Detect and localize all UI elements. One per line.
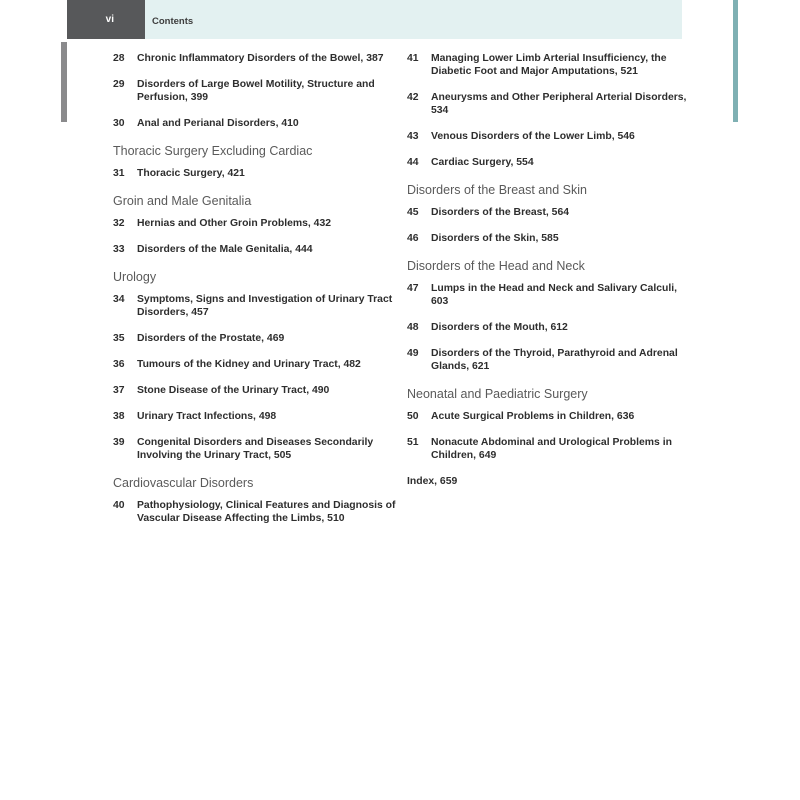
section-heading: Disorders of the Breast and Skin xyxy=(407,183,587,197)
toc-entry[interactable] xyxy=(407,130,692,143)
toc-entry[interactable] xyxy=(113,384,398,397)
toc-entry[interactable] xyxy=(113,332,398,345)
chapter-title: Acute Surgical Problems in Children, 636 xyxy=(431,411,635,422)
toc-entry[interactable] xyxy=(407,436,692,462)
toc-entry[interactable] xyxy=(113,243,398,256)
chapter-title: Disorders of Large Bowel Motility, Structure and Perfusion, 399 xyxy=(137,79,375,103)
chapter-number: 39 xyxy=(113,437,125,448)
chapter-number: 33 xyxy=(113,244,125,255)
chapter-title: Thoracic Surgery, 421 xyxy=(137,168,245,179)
chapter-title: Pathophysiology, Clinical Features and Diagnosis of Vascular Disease Affecting the Limbs, 510 xyxy=(137,500,396,524)
chapter-number: 34 xyxy=(113,294,125,305)
section-heading: Neonatal and Paediatric Surgery xyxy=(407,387,588,401)
chapter-number: 30 xyxy=(113,118,125,129)
chapter-title: Stone Disease of the Urinary Tract, 490 xyxy=(137,385,330,396)
toc-entry[interactable] xyxy=(113,217,398,230)
chapter-title: Disorders of the Breast, 564 xyxy=(431,207,570,218)
chapter-number: 50 xyxy=(407,411,419,422)
chapter-title: Managing Lower Limb Arterial Insufficiency, the Diabetic Foot and Major Amputations, 521 xyxy=(431,53,667,77)
section-heading: Groin and Male Genitalia xyxy=(113,194,252,208)
chapter-title: Venous Disorders of the Lower Limb, 546 xyxy=(431,131,635,142)
chapter-number: 51 xyxy=(407,437,419,448)
chapter-number: 42 xyxy=(407,92,419,103)
section-heading: Disorders of the Head and Neck xyxy=(407,259,585,273)
toc-entry[interactable] xyxy=(407,156,692,169)
chapter-title: Symptoms, Signs and Investigation of Urinary Tract Disorders, 457 xyxy=(137,294,393,318)
contents-left-column xyxy=(113,52,398,538)
chapter-number: 35 xyxy=(113,333,125,344)
toc-entry[interactable] xyxy=(113,78,398,104)
toc-entry[interactable] xyxy=(407,282,692,308)
chapter-title: Disorders of the Male Genitalia, 444 xyxy=(137,244,313,255)
chapter-number: 46 xyxy=(407,233,419,244)
chapter-number: 29 xyxy=(113,79,125,90)
chapter-number: 32 xyxy=(113,218,125,229)
chapter-number: 48 xyxy=(407,322,419,333)
chapter-title: Cardiac Surgery, 554 xyxy=(431,157,534,168)
index-entry[interactable]: Index, 659 xyxy=(407,476,458,487)
toc-entry[interactable] xyxy=(113,52,398,65)
toc-entry[interactable] xyxy=(113,117,398,130)
toc-entry[interactable] xyxy=(407,347,692,373)
toc-entry[interactable] xyxy=(113,293,398,319)
toc-entry[interactable] xyxy=(113,410,398,423)
chapter-number: 37 xyxy=(113,385,125,396)
toc-entry[interactable] xyxy=(407,91,692,117)
left-margin-rule xyxy=(61,42,67,122)
section-heading: Urology xyxy=(113,270,157,284)
chapter-title: Nonacute Abdominal and Urological Problems in Children, 649 xyxy=(431,437,672,461)
section-heading: Cardiovascular Disorders xyxy=(113,476,254,490)
chapter-number: 28 xyxy=(113,53,125,64)
chapter-number: 44 xyxy=(407,157,419,168)
chapter-number: 38 xyxy=(113,411,125,422)
right-margin-rule xyxy=(733,0,738,122)
toc-entry[interactable] xyxy=(407,206,692,219)
page-number: vi xyxy=(67,0,145,39)
chapter-title: Disorders of the Skin, 585 xyxy=(431,233,559,244)
chapter-title: Tumours of the Kidney and Urinary Tract, 482 xyxy=(137,359,361,370)
toc-entry[interactable] xyxy=(113,499,398,525)
chapter-title: Aneurysms and Other Peripheral Arterial Disorders, 534 xyxy=(431,92,687,116)
chapter-title: Hernias and Other Groin Problems, 432 xyxy=(137,218,332,229)
toc-entry[interactable] xyxy=(113,358,398,371)
toc-entry[interactable] xyxy=(113,167,398,180)
page-header xyxy=(67,0,682,39)
toc-entry[interactable] xyxy=(407,232,692,245)
chapter-title: Urinary Tract Infections, 498 xyxy=(137,411,277,422)
contents-right-column xyxy=(407,52,692,488)
section-heading: Thoracic Surgery Excluding Cardiac xyxy=(113,144,313,158)
chapter-number: 31 xyxy=(113,168,125,179)
chapter-number: 45 xyxy=(407,207,419,218)
chapter-number: 41 xyxy=(407,53,419,64)
chapter-title: Anal and Perianal Disorders, 410 xyxy=(137,118,299,129)
chapter-number: 43 xyxy=(407,131,419,142)
chapter-number: 40 xyxy=(113,500,125,511)
chapter-title: Congenital Disorders and Diseases Secondarily Involving the Urinary Tract, 505 xyxy=(137,437,374,461)
chapter-number: 47 xyxy=(407,283,419,294)
chapter-number: 36 xyxy=(113,359,125,370)
toc-entry[interactable] xyxy=(407,52,692,78)
toc-entry[interactable] xyxy=(407,321,692,334)
chapter-title: Lumps in the Head and Neck and Salivary Calculi, 603 xyxy=(431,283,677,307)
chapter-title: Chronic Inflammatory Disorders of the Bowel, 387 xyxy=(137,53,384,64)
chapter-title: Disorders of the Mouth, 612 xyxy=(431,322,568,333)
toc-entry[interactable] xyxy=(407,410,692,423)
chapter-title: Disorders of the Prostate, 469 xyxy=(137,333,285,344)
page-title: Contents xyxy=(152,16,194,27)
chapter-title: Disorders of the Thyroid, Parathyroid and Adrenal Glands, 621 xyxy=(431,348,678,372)
toc-entry[interactable] xyxy=(113,436,398,462)
chapter-number: 49 xyxy=(407,348,419,359)
